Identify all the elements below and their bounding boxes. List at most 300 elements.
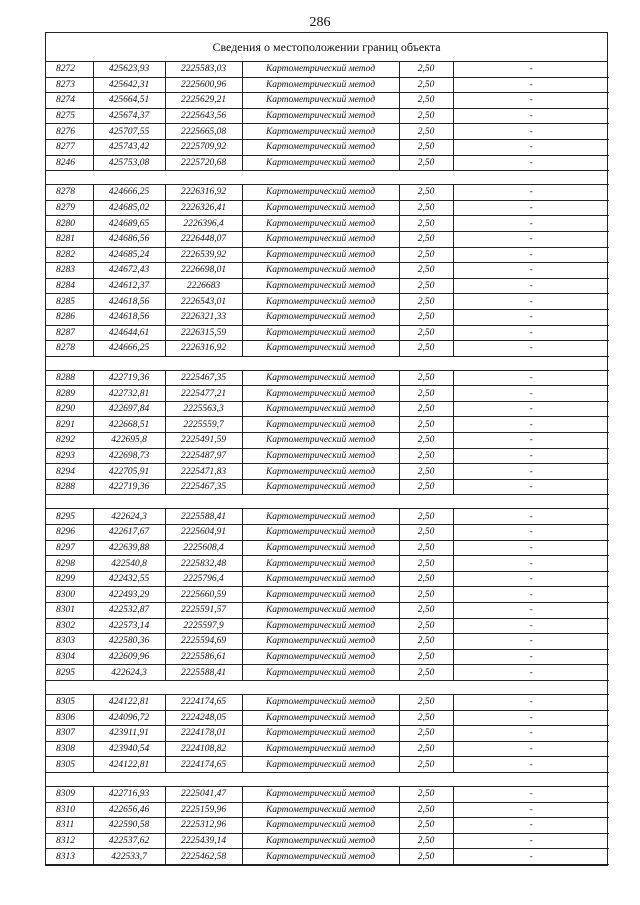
method-cell: Картометрический метод (242, 309, 399, 325)
table-row (46, 108, 609, 124)
y-coordinate-cell: 2226316,92 (165, 185, 242, 201)
table-row (46, 433, 609, 449)
method-cell: Картометрический метод (242, 185, 399, 201)
extra-cell: - (453, 77, 609, 93)
table-row (46, 325, 609, 341)
y-coordinate-cell: 2226448,07 (165, 231, 242, 247)
point-number-cell: 8289 (46, 386, 93, 402)
x-coordinate-cell: 422537,62 (93, 833, 165, 849)
point-number-cell: 8307 (46, 726, 93, 742)
x-coordinate-cell: 424096,72 (93, 710, 165, 726)
method-cell: Картометрический метод (242, 370, 399, 386)
extra-cell: - (453, 710, 609, 726)
y-coordinate-cell: 2225041,47 (165, 786, 242, 802)
method-cell: Картометрический метод (242, 200, 399, 216)
table-row (46, 479, 609, 495)
y-coordinate-cell: 2225588,41 (165, 665, 242, 681)
x-coordinate-cell: 422656,46 (93, 802, 165, 818)
table-title: Сведения о местоположении границ объекта (46, 33, 607, 62)
extra-cell: - (453, 263, 609, 279)
extra-cell: - (453, 479, 609, 495)
method-cell: Картометрический метод (242, 849, 399, 865)
point-number-cell: 8282 (46, 247, 93, 263)
extra-cell: - (453, 325, 609, 341)
y-coordinate-cell: 2226326,41 (165, 200, 242, 216)
y-coordinate-cell: 2224108,82 (165, 741, 242, 757)
point-number-cell: 8280 (46, 216, 93, 232)
method-cell: Картометрический метод (242, 155, 399, 171)
extra-cell: - (453, 849, 609, 865)
method-cell: Картометрический метод (242, 124, 399, 140)
point-number-cell: 8246 (46, 155, 93, 171)
point-number-cell: 8274 (46, 93, 93, 109)
method-cell: Картометрический метод (242, 247, 399, 263)
y-coordinate-cell: 2225559,7 (165, 417, 242, 433)
extra-cell: - (453, 618, 609, 634)
point-number-cell: 8298 (46, 556, 93, 572)
coordinates-sheet (45, 32, 608, 866)
group-separator (46, 772, 609, 786)
extra-cell: - (453, 694, 609, 710)
point-number-cell: 8299 (46, 571, 93, 587)
y-coordinate-cell: 2226315,59 (165, 325, 242, 341)
x-coordinate-cell: 422695,8 (93, 433, 165, 449)
table-row (46, 386, 609, 402)
x-coordinate-cell: 422716,93 (93, 786, 165, 802)
y-coordinate-cell: 2225597,9 (165, 618, 242, 634)
coordinates-table-body (46, 62, 609, 864)
y-coordinate-cell: 2225629,21 (165, 93, 242, 109)
x-coordinate-cell: 424685,02 (93, 200, 165, 216)
y-coordinate-cell: 2226683 (165, 278, 242, 294)
point-number-cell: 8300 (46, 587, 93, 603)
group-separator-cell (46, 680, 609, 694)
extra-cell: - (453, 464, 609, 480)
method-cell: Картометрический метод (242, 726, 399, 742)
method-cell: Картометрический метод (242, 93, 399, 109)
point-number-cell: 8309 (46, 786, 93, 802)
table-row (46, 370, 609, 386)
extra-cell: - (453, 278, 609, 294)
table-row (46, 247, 609, 263)
accuracy-cell: 2,50 (399, 833, 453, 849)
accuracy-cell: 2,50 (399, 786, 453, 802)
table-row (46, 401, 609, 417)
group-separator (46, 356, 609, 370)
y-coordinate-cell: 2225491,59 (165, 433, 242, 449)
extra-cell: - (453, 587, 609, 603)
accuracy-cell: 2,50 (399, 325, 453, 341)
accuracy-cell: 2,50 (399, 401, 453, 417)
extra-cell: - (453, 571, 609, 587)
point-number-cell: 8308 (46, 741, 93, 757)
extra-cell: - (453, 93, 609, 109)
group-separator-cell (46, 495, 609, 509)
x-coordinate-cell: 425642,31 (93, 77, 165, 93)
point-number-cell: 8302 (46, 618, 93, 634)
x-coordinate-cell: 423911,91 (93, 726, 165, 742)
point-number-cell: 8295 (46, 509, 93, 525)
x-coordinate-cell: 422719,36 (93, 479, 165, 495)
accuracy-cell: 2,50 (399, 278, 453, 294)
point-number-cell: 8313 (46, 849, 93, 865)
x-coordinate-cell: 425753,08 (93, 155, 165, 171)
y-coordinate-cell: 2225608,4 (165, 540, 242, 556)
table-row (46, 786, 609, 802)
table-row (46, 139, 609, 155)
coordinates-table (46, 62, 609, 865)
y-coordinate-cell: 2225467,35 (165, 370, 242, 386)
table-row (46, 509, 609, 525)
accuracy-cell: 2,50 (399, 370, 453, 386)
method-cell: Картометрический метод (242, 62, 399, 77)
method-cell: Картометрический метод (242, 139, 399, 155)
accuracy-cell: 2,50 (399, 247, 453, 263)
accuracy-cell: 2,50 (399, 341, 453, 357)
x-coordinate-cell: 424689,65 (93, 216, 165, 232)
point-number-cell: 8295 (46, 665, 93, 681)
x-coordinate-cell: 422532,87 (93, 603, 165, 619)
method-cell: Картометрический метод (242, 587, 399, 603)
point-number-cell: 8288 (46, 479, 93, 495)
table-row (46, 603, 609, 619)
y-coordinate-cell: 2224178,01 (165, 726, 242, 742)
x-coordinate-cell: 423940,54 (93, 741, 165, 757)
point-number-cell: 8296 (46, 525, 93, 541)
method-cell: Картометрический метод (242, 479, 399, 495)
table-row (46, 540, 609, 556)
y-coordinate-cell: 2225462,58 (165, 849, 242, 865)
accuracy-cell: 2,50 (399, 231, 453, 247)
table-row (46, 741, 609, 757)
point-number-cell: 8275 (46, 108, 93, 124)
accuracy-cell: 2,50 (399, 464, 453, 480)
extra-cell: - (453, 294, 609, 310)
method-cell: Картометрический метод (242, 540, 399, 556)
extra-cell: - (453, 665, 609, 681)
table-row (46, 464, 609, 480)
y-coordinate-cell: 2225660,59 (165, 587, 242, 603)
accuracy-cell: 2,50 (399, 726, 453, 742)
point-number-cell: 8301 (46, 603, 93, 619)
extra-cell: - (453, 741, 609, 757)
y-coordinate-cell: 2224174,65 (165, 757, 242, 773)
accuracy-cell: 2,50 (399, 309, 453, 325)
accuracy-cell: 2,50 (399, 386, 453, 402)
table-row (46, 802, 609, 818)
x-coordinate-cell: 422533,7 (93, 849, 165, 865)
y-coordinate-cell: 2225471,83 (165, 464, 242, 480)
accuracy-cell: 2,50 (399, 294, 453, 310)
table-row (46, 556, 609, 572)
accuracy-cell: 2,50 (399, 62, 453, 77)
x-coordinate-cell: 422609,96 (93, 649, 165, 665)
method-cell: Картометрический метод (242, 401, 399, 417)
table-row (46, 185, 609, 201)
table-row (46, 618, 609, 634)
accuracy-cell: 2,50 (399, 618, 453, 634)
table-row (46, 448, 609, 464)
method-cell: Картометрический метод (242, 433, 399, 449)
accuracy-cell: 2,50 (399, 603, 453, 619)
table-row (46, 571, 609, 587)
extra-cell: - (453, 62, 609, 77)
method-cell: Картометрический метод (242, 386, 399, 402)
x-coordinate-cell: 422698,73 (93, 448, 165, 464)
point-number-cell: 8306 (46, 710, 93, 726)
x-coordinate-cell: 422580,36 (93, 634, 165, 650)
x-coordinate-cell: 422590,58 (93, 818, 165, 834)
y-coordinate-cell: 2225604,91 (165, 525, 242, 541)
y-coordinate-cell: 2224174,65 (165, 694, 242, 710)
accuracy-cell: 2,50 (399, 263, 453, 279)
table-row (46, 278, 609, 294)
accuracy-cell: 2,50 (399, 649, 453, 665)
accuracy-cell: 2,50 (399, 200, 453, 216)
point-number-cell: 8272 (46, 62, 93, 77)
point-number-cell: 8310 (46, 802, 93, 818)
y-coordinate-cell: 2225159,96 (165, 802, 242, 818)
table-row (46, 62, 609, 77)
table-row (46, 525, 609, 541)
extra-cell: - (453, 247, 609, 263)
table-row (46, 818, 609, 834)
point-number-cell: 8286 (46, 309, 93, 325)
y-coordinate-cell: 2225583,03 (165, 62, 242, 77)
accuracy-cell: 2,50 (399, 216, 453, 232)
page-number: 286 (309, 15, 331, 30)
method-cell: Картометрический метод (242, 618, 399, 634)
method-cell: Картометрический метод (242, 464, 399, 480)
x-coordinate-cell: 422719,36 (93, 370, 165, 386)
x-coordinate-cell: 422432,55 (93, 571, 165, 587)
group-separator (46, 680, 609, 694)
y-coordinate-cell: 2225643,56 (165, 108, 242, 124)
table-row (46, 309, 609, 325)
method-cell: Картометрический метод (242, 278, 399, 294)
method-cell: Картометрический метод (242, 818, 399, 834)
table-row (46, 833, 609, 849)
extra-cell: - (453, 417, 609, 433)
point-number-cell: 8293 (46, 448, 93, 464)
x-coordinate-cell: 424618,56 (93, 294, 165, 310)
table-row (46, 634, 609, 650)
table-row (46, 216, 609, 232)
table-row (46, 587, 609, 603)
method-cell: Картометрический метод (242, 556, 399, 572)
extra-cell: - (453, 818, 609, 834)
table-row (46, 665, 609, 681)
y-coordinate-cell: 2226321,33 (165, 309, 242, 325)
x-coordinate-cell: 424666,25 (93, 341, 165, 357)
accuracy-cell: 2,50 (399, 139, 453, 155)
x-coordinate-cell: 425743,42 (93, 139, 165, 155)
accuracy-cell: 2,50 (399, 634, 453, 650)
accuracy-cell: 2,50 (399, 448, 453, 464)
method-cell: Картометрический метод (242, 231, 399, 247)
table-row (46, 200, 609, 216)
x-coordinate-cell: 424686,56 (93, 231, 165, 247)
extra-cell: - (453, 216, 609, 232)
extra-cell: - (453, 634, 609, 650)
method-cell: Картометрический метод (242, 634, 399, 650)
y-coordinate-cell: 2225477,21 (165, 386, 242, 402)
table-row (46, 341, 609, 357)
extra-cell: - (453, 386, 609, 402)
table-row (46, 263, 609, 279)
x-coordinate-cell: 424685,24 (93, 247, 165, 263)
extra-cell: - (453, 603, 609, 619)
table-row (46, 757, 609, 773)
y-coordinate-cell: 2225487,97 (165, 448, 242, 464)
method-cell: Картометрический метод (242, 341, 399, 357)
point-number-cell: 8297 (46, 540, 93, 556)
group-separator-cell (46, 171, 609, 185)
extra-cell: - (453, 341, 609, 357)
point-number-cell: 8273 (46, 77, 93, 93)
accuracy-cell: 2,50 (399, 802, 453, 818)
method-cell: Картометрический метод (242, 741, 399, 757)
x-coordinate-cell: 422639,88 (93, 540, 165, 556)
y-coordinate-cell: 2226316,92 (165, 341, 242, 357)
table-row (46, 726, 609, 742)
extra-cell: - (453, 509, 609, 525)
extra-cell: - (453, 231, 609, 247)
accuracy-cell: 2,50 (399, 556, 453, 572)
point-number-cell: 8288 (46, 370, 93, 386)
x-coordinate-cell: 422624,3 (93, 665, 165, 681)
x-coordinate-cell: 422697,84 (93, 401, 165, 417)
point-number-cell: 8276 (46, 124, 93, 140)
y-coordinate-cell: 2225588,41 (165, 509, 242, 525)
x-coordinate-cell: 422617,67 (93, 525, 165, 541)
point-number-cell: 8278 (46, 341, 93, 357)
accuracy-cell: 2,50 (399, 710, 453, 726)
extra-cell: - (453, 185, 609, 201)
point-number-cell: 8291 (46, 417, 93, 433)
y-coordinate-cell: 2224248,05 (165, 710, 242, 726)
accuracy-cell: 2,50 (399, 525, 453, 541)
accuracy-cell: 2,50 (399, 849, 453, 865)
x-coordinate-cell: 425707,55 (93, 124, 165, 140)
group-separator-cell (46, 356, 609, 370)
table-row (46, 849, 609, 865)
x-coordinate-cell: 425664,51 (93, 93, 165, 109)
point-number-cell: 8305 (46, 694, 93, 710)
point-number-cell: 8312 (46, 833, 93, 849)
x-coordinate-cell: 422732,81 (93, 386, 165, 402)
accuracy-cell: 2,50 (399, 509, 453, 525)
method-cell: Картометрический метод (242, 108, 399, 124)
table-row (46, 694, 609, 710)
accuracy-cell: 2,50 (399, 757, 453, 773)
y-coordinate-cell: 2226539,92 (165, 247, 242, 263)
point-number-cell: 8294 (46, 464, 93, 480)
extra-cell: - (453, 757, 609, 773)
method-cell: Картометрический метод (242, 417, 399, 433)
x-coordinate-cell: 422705,91 (93, 464, 165, 480)
method-cell: Картометрический метод (242, 694, 399, 710)
method-cell: Картометрический метод (242, 802, 399, 818)
accuracy-cell: 2,50 (399, 571, 453, 587)
method-cell: Картометрический метод (242, 525, 399, 541)
method-cell: Картометрический метод (242, 216, 399, 232)
method-cell: Картометрический метод (242, 649, 399, 665)
method-cell: Картометрический метод (242, 571, 399, 587)
accuracy-cell: 2,50 (399, 417, 453, 433)
y-coordinate-cell: 2225586,61 (165, 649, 242, 665)
extra-cell: - (453, 649, 609, 665)
table-row (46, 649, 609, 665)
extra-cell: - (453, 833, 609, 849)
accuracy-cell: 2,50 (399, 479, 453, 495)
y-coordinate-cell: 2225563,3 (165, 401, 242, 417)
x-coordinate-cell: 422540,8 (93, 556, 165, 572)
extra-cell: - (453, 309, 609, 325)
y-coordinate-cell: 2225665,08 (165, 124, 242, 140)
point-number-cell: 8279 (46, 200, 93, 216)
accuracy-cell: 2,50 (399, 108, 453, 124)
point-number-cell: 8290 (46, 401, 93, 417)
y-coordinate-cell: 2225796,4 (165, 571, 242, 587)
y-coordinate-cell: 2225600,96 (165, 77, 242, 93)
x-coordinate-cell: 425674,37 (93, 108, 165, 124)
accuracy-cell: 2,50 (399, 741, 453, 757)
y-coordinate-cell: 2225594,69 (165, 634, 242, 650)
extra-cell: - (453, 370, 609, 386)
x-coordinate-cell: 424618,56 (93, 309, 165, 325)
method-cell: Картометрический метод (242, 786, 399, 802)
method-cell: Картометрический метод (242, 325, 399, 341)
group-separator (46, 171, 609, 185)
accuracy-cell: 2,50 (399, 124, 453, 140)
table-row (46, 710, 609, 726)
point-number-cell: 8304 (46, 649, 93, 665)
method-cell: Картометрический метод (242, 710, 399, 726)
method-cell: Картометрический метод (242, 263, 399, 279)
x-coordinate-cell: 424666,25 (93, 185, 165, 201)
extra-cell: - (453, 139, 609, 155)
method-cell: Картометрический метод (242, 603, 399, 619)
table-row (46, 93, 609, 109)
table-row (46, 155, 609, 171)
table-row (46, 294, 609, 310)
extra-cell: - (453, 433, 609, 449)
x-coordinate-cell: 424122,81 (93, 757, 165, 773)
point-number-cell: 8285 (46, 294, 93, 310)
group-separator (46, 495, 609, 509)
point-number-cell: 8277 (46, 139, 93, 155)
x-coordinate-cell: 422624,3 (93, 509, 165, 525)
method-cell: Картометрический метод (242, 448, 399, 464)
point-number-cell: 8311 (46, 818, 93, 834)
accuracy-cell: 2,50 (399, 665, 453, 681)
extra-cell: - (453, 124, 609, 140)
table-row (46, 231, 609, 247)
extra-cell: - (453, 401, 609, 417)
extra-cell: - (453, 556, 609, 572)
method-cell: Картометрический метод (242, 665, 399, 681)
x-coordinate-cell: 424612,37 (93, 278, 165, 294)
y-coordinate-cell: 2226698,01 (165, 263, 242, 279)
extra-cell: - (453, 155, 609, 171)
y-coordinate-cell: 2226543,01 (165, 294, 242, 310)
accuracy-cell: 2,50 (399, 77, 453, 93)
extra-cell: - (453, 108, 609, 124)
y-coordinate-cell: 2225832,48 (165, 556, 242, 572)
y-coordinate-cell: 2225591,57 (165, 603, 242, 619)
method-cell: Картометрический метод (242, 77, 399, 93)
